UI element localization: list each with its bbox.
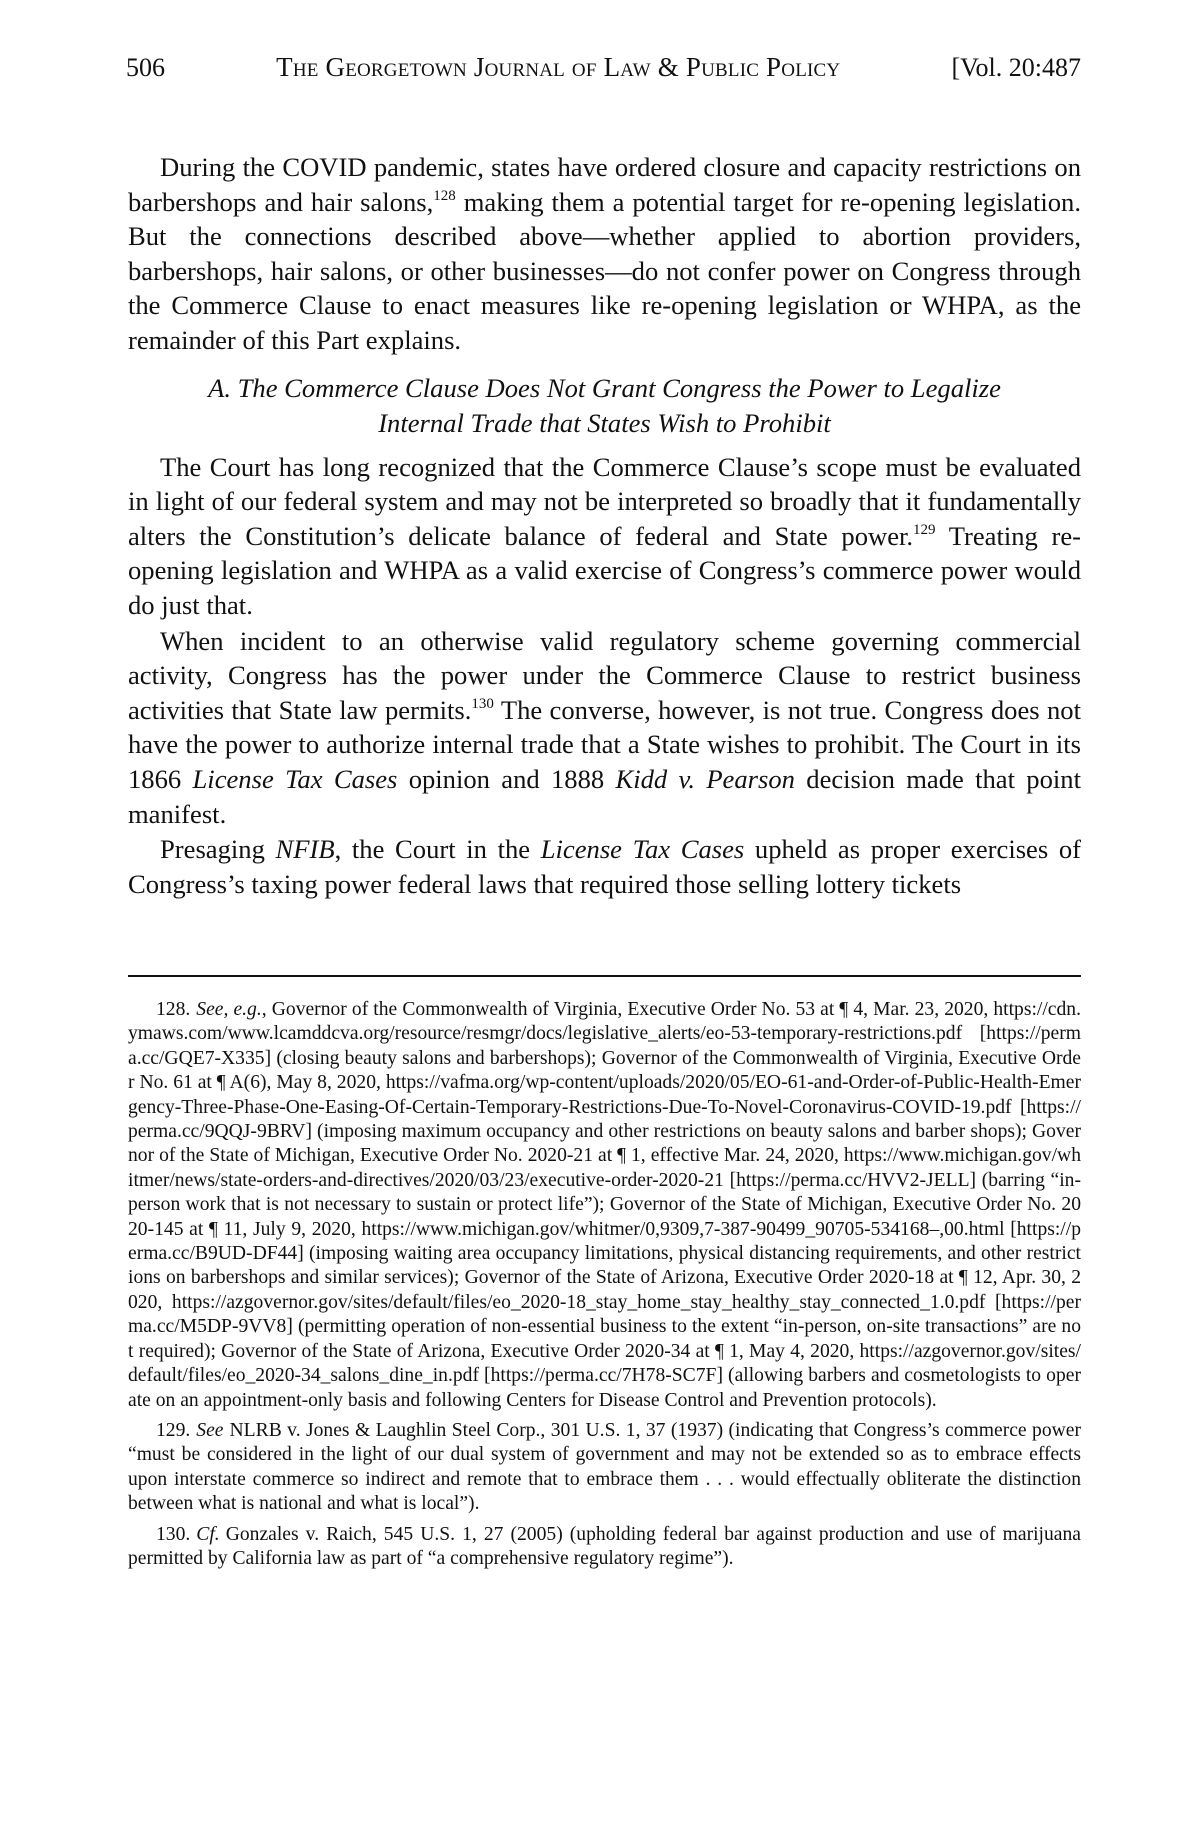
footnote-129	[128, 1419, 1081, 1517]
footnote-divider	[128, 975, 1081, 977]
footnote-128	[128, 998, 1081, 1413]
paragraph-1: During the COVID pandemic, states have ordered closure and capacity restrictions on barbershops and hair salons,$^{128}$ making them a potential target for re-opening legislation. But the connections described above—whether applied to abortion providers, barbershops, hair salons, or other businesses—do not confer power on Congress through the Commerce Clause to enact measures like re-opening legislation or WHPA, as the remainder of this Part explains.	[128, 152, 1081, 355]
page-number: 506	[126, 53, 165, 82]
footnote-ref-130[interactable]: 130	[471, 695, 494, 712]
volume-citation: [Vol. 20:487	[951, 53, 1081, 82]
footnote-text: , Governor of the Commonwealth of Virginia, Executive Order No. 53 at ¶ 4, Mar. 23, 2020, https://cdn.ymaws.com/www.lcamddcva.org/resource/resmgr/docs/legislative_alerts/eo-53-temporary-restrictions.pdf [https://perma.cc/GQE7-X335] (closing beauty salons and barbershops); Governor of the Commonwealth of Virginia, Executive Order No. 61 at ¶ A(6), May 8, 2020, https://vafma.org/wp-content/uploads/2020/05/EO-61-and-Order-of-Public-Health-Emergency-Three-Phase-One-Easing-Of-Certain-Temporary-Restrictions-Due-To-Novel-Coronavirus-COVID-19.pdf [https://perma.cc/9QQJ-9BRV] (imposing maximum occupancy and other restrictions on beauty salons and barber shops); Governor of the State of Michigan, Executive Order No. 2020-21 at ¶ 1, effective Mar. 24, 2020, https://www.michigan.gov/whitmer/news/state-orders-and-directives/2020/03/23/executive-order-2020-21 [https://perma.cc/HVV2-JELL] (barring “in-person work that is not necessary to sustain or protect life”); Governor of the State of Michigan, Executive Order No. 2020-145 at ¶ 11, July 9, 2020, https://www.michigan.gov/whitmer/0,9309,7-387-90499_90705-534168–,00.html [https://perma.cc/B9UD-DF44] (imposing waiting area occupancy limitations, physical distancing requirements, and other restrictions on barbershops and similar services); Governor of the State of Arizona, Executive Order 2020-18 at ¶ 12, Apr. 30, 2020, https://azgovernor.gov/sites/default/files/eo_2020-18_stay_home_stay_healthy_stay_connected_1.0.pdf [https://perma.cc/M5DP-9VV8] (permitting operation of non-essential business to the extent “in-person, on-site transactions” are not required); Governor of the State of Arizona, Executive Order 2020-34 at ¶ 1, May 4, 2020, https://azgovernor.gov/sites/default/files/eo_2020-34_salons_dine_in.pdf [https://perma.cc/7H78-SC7F] (allowing barbers and cosmetologists to operate on an appointment-only basis and following Centers for Disease Control and Prevention protocols).	[128, 999, 1081, 1411]
footnote-130	[128, 1523, 1081, 1572]
case-name-kidd-v-pearson: Kidd v. Pearson	[615, 763, 795, 794]
paragraph-2: The Court has long recognized that the Commerce Clause’s scope must be evaluated in light of our federal system and may not be interpreted so broadly that it fundamentally alters the Constitution’s delicate balance of federal and State power.$^{129}$ Treating re-opening legislation and WHPA as a valid exercise of Congress’s commerce power would do just that.	[128, 451, 1081, 620]
footnote-number: 129.	[156, 1419, 191, 1441]
footnote-ref-128[interactable]: 128	[433, 187, 456, 204]
subheading-line-2: Internal Trade that States Wish to Prohibit	[378, 407, 831, 438]
paragraph-3: When incident to an otherwise valid regulatory scheme governing commercial activity, Congress has the power under the Commerce Clause to restrict business activities that State law permits.$^{130}$ The converse, however, is not true. Congress does not have the power to authorize internal trade that a State wishes to prohibit. The Court in its 1866 License Tax Cases opinion and 1888 Kidd v. Pearson decision made that point manifest.	[128, 625, 1081, 829]
running-header	[126, 52, 1081, 92]
case-name-nfib: NFIB	[275, 834, 335, 865]
citation-signal: See	[196, 1419, 224, 1441]
citation-signal: See, e.g.	[196, 999, 262, 1020]
subheading-line-1: A. The Commerce Clause Does Not Grant Congress the Power to Legalize	[208, 372, 1001, 403]
footnote-ref-129[interactable]: 129	[913, 521, 936, 538]
paragraph-4: Presaging NFIB, the Court in the License Tax Cases upheld as proper exercises of Congress’s taxing power federal laws that required those selling lottery tickets	[128, 834, 1082, 899]
footnote-number: 130.	[156, 1523, 191, 1545]
footnote-text: NLRB v. Jones & Laughlin Steel Corp., 301 U.S. 1, 37 (1937) (indicating that Congress’s commerce power “must be considered in the light of our dual system of government and may not be extended so as to embrace effects upon interstate commerce so indirect and remote that to embrace them . . . would effectually obliterate the distinction between what is national and what is local”).	[128, 1419, 1081, 1515]
case-name-license-tax-cases: License Tax Cases	[192, 763, 398, 794]
case-name-license-tax-cases-2: License Tax Cases	[540, 834, 745, 865]
footnotes	[128, 998, 1081, 1577]
citation-signal: Cf.	[196, 1523, 220, 1545]
journal-title: The Georgetown Journal of Law & Public Policy	[276, 52, 841, 82]
section-subheading	[128, 371, 1081, 441]
main-text	[128, 150, 1081, 901]
footnote-text: Gonzales v. Raich, 545 U.S. 1, 27 (2005) (upholding federal bar against production and use of marijuana permitted by California law as part of “a comprehensive regulatory regime”).	[128, 1523, 1081, 1569]
footnote-number: 128.	[156, 999, 191, 1020]
